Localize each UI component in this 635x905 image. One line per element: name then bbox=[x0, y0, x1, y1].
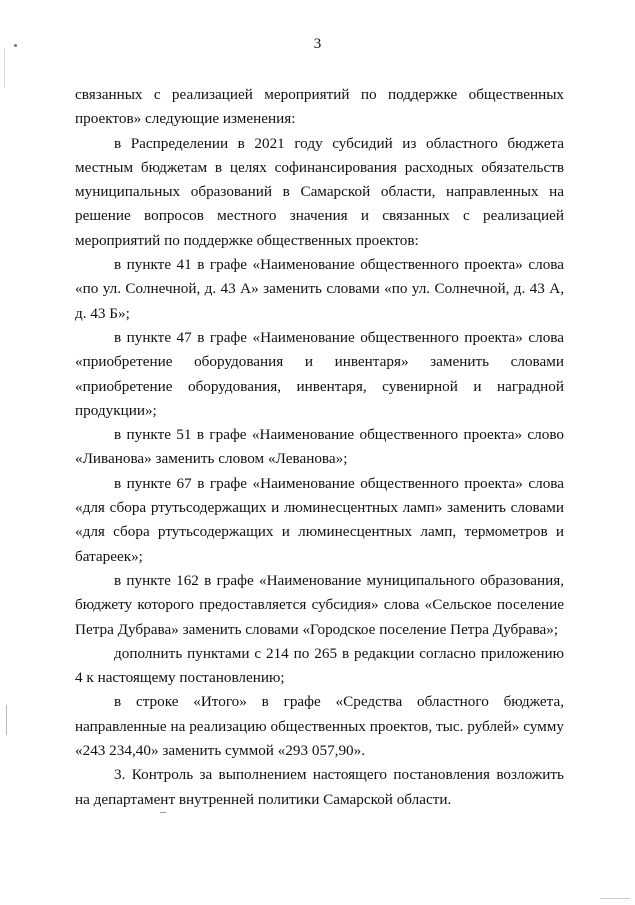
scan-speck bbox=[160, 812, 166, 813]
paragraph: 3. Контроль за выполнением настоящего постановления возложить на департамент внутренней политики Самарской области. bbox=[75, 766, 564, 808]
paragraph: в пункте 162 в графе «Наименование муниципального образования, бюджету которого предоставляется субсидия» слова «Сельское поселение Петра Дубрава» заменить словами «Городское поселение Петра Дубрава»; bbox=[75, 571, 564, 638]
scan-edge-artifact bbox=[4, 48, 5, 88]
scan-speck bbox=[600, 898, 630, 899]
scan-speck bbox=[6, 705, 7, 735]
paragraph: в пункте 51 в графе «Наименование общественного проекта» слово «Ливанова» заменить словом «Леванова»; bbox=[75, 426, 564, 468]
paragraph: в пункте 41 в графе «Наименование общественного проекта» слова «по ул. Солнечной, д. 43 А» заменить словами «по ул. Солнечной, д. 43 А, д. 43 Б»; bbox=[75, 256, 564, 322]
paragraph: связанных с реализацией мероприятий по поддержке общественных проектов» следующие изменения: bbox=[75, 86, 564, 128]
page-number: 3 bbox=[313, 36, 322, 52]
document-body bbox=[75, 83, 564, 812]
paragraph: в пункте 47 в графе «Наименование общественного проекта» слова «приобретение оборудования и инвентаря» заменить словами «приобретение оборудования, инвентаря, сувенирной и наградной продукции»; bbox=[75, 328, 564, 419]
paragraph: в Распределении в 2021 году субсидий из областного бюджета местным бюджетам в целях софинансирования расходных обязательств муниципальных образований в Самарской области, направленных на решение вопросов местного значения и связанных с реализацией мероприятий по поддержке общественных проектов: bbox=[75, 134, 564, 249]
paragraph: в пункте 67 в графе «Наименование общественного проекта» слова «для сбора ртутьсодержащих и люминесцентных ламп» заменить словами «для сбора ртутьсодержащих и люминесцентных ламп, термометров и батареек»; bbox=[75, 474, 564, 565]
paragraph: в строке «Итого» в графе «Средства областного бюджета, направленные на реализацию общественных проектов, тыс. рублей» сумму «243 234,40» заменить суммой «293 057,90». bbox=[75, 693, 564, 760]
paragraph: дополнить пунктами с 214 по 265 в редакции согласно приложению 4 к настоящему постановлению; bbox=[75, 644, 564, 687]
